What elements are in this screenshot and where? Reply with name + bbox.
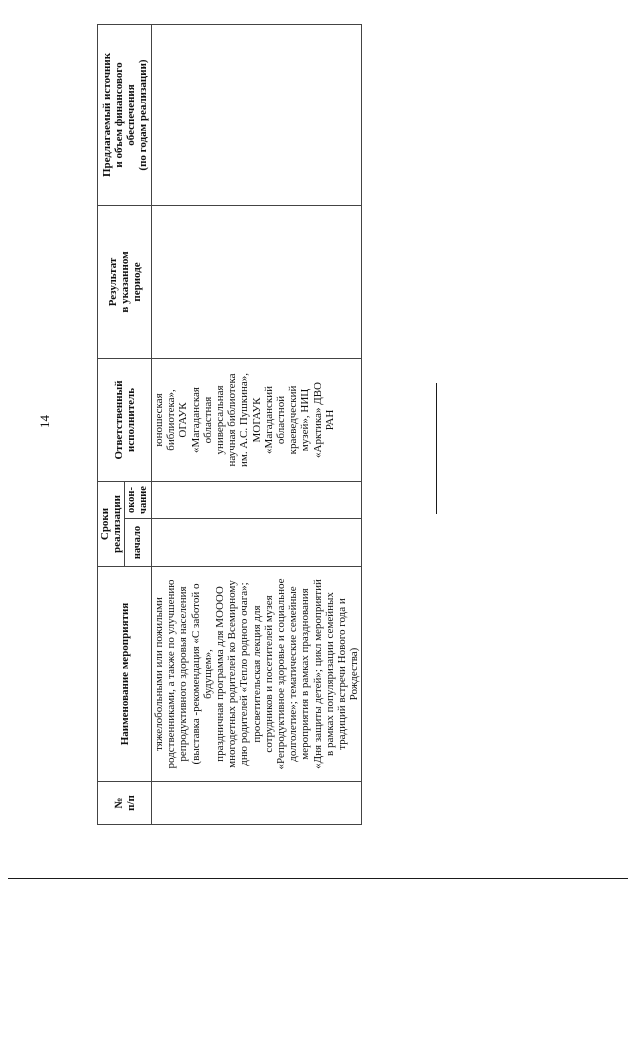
header-row-1 [98, 24, 125, 824]
cell-executor: юношеская библиотека», ОГАУК «Магаданская областная универсальная научная библиотека им. А.С. Пушкина», МОГАУК «Магаданский областной краеведческий музей», НИЦ «Арктика» ДВО РАН [152, 358, 362, 481]
header-dates: Сроки реализации [98, 481, 125, 566]
cell-end [152, 481, 362, 518]
header-result: Результат в указанном периоде [98, 205, 152, 358]
page-number: 14 [37, 415, 52, 428]
header-start: начало [125, 519, 152, 567]
signature-line [436, 383, 437, 514]
header-executor: Ответственный исполнитель [98, 358, 152, 481]
cell-name: тяжелобольными или пожилыми родственниками, а также по улучшению репродуктивного здоровья населения (выставка -рекомендация «С заботой о будущем», праздничная программа для МОООО многодетных родителей ко Всемирному дню родителей «Тепло родного очага»; просветительская лекция для сотрудников и посетителей музея «Репродуктивное здоровье и социальное долголетие»; тематические семейные мероприятия в рамках празднования «Дня защиты детей»; цикл мероприятий в рамках популяризации семейных традиций встречи Нового года и Рождества) [152, 567, 362, 782]
header-name: Наименование мероприятия [98, 567, 152, 782]
table-row [152, 24, 362, 824]
cell-no [152, 782, 362, 825]
measures-table [97, 24, 362, 825]
cell-result [152, 205, 362, 358]
cell-start [152, 519, 362, 567]
header-no: № п/п [98, 782, 152, 825]
header-funding: Предлагаемый источник и объем финансового обеспечения (по годам реализации) [98, 24, 152, 205]
measures-table-wrapper [97, 25, 360, 825]
cell-funding [152, 24, 362, 205]
page-divider [8, 878, 628, 879]
header-end: окон- чание [125, 481, 152, 518]
